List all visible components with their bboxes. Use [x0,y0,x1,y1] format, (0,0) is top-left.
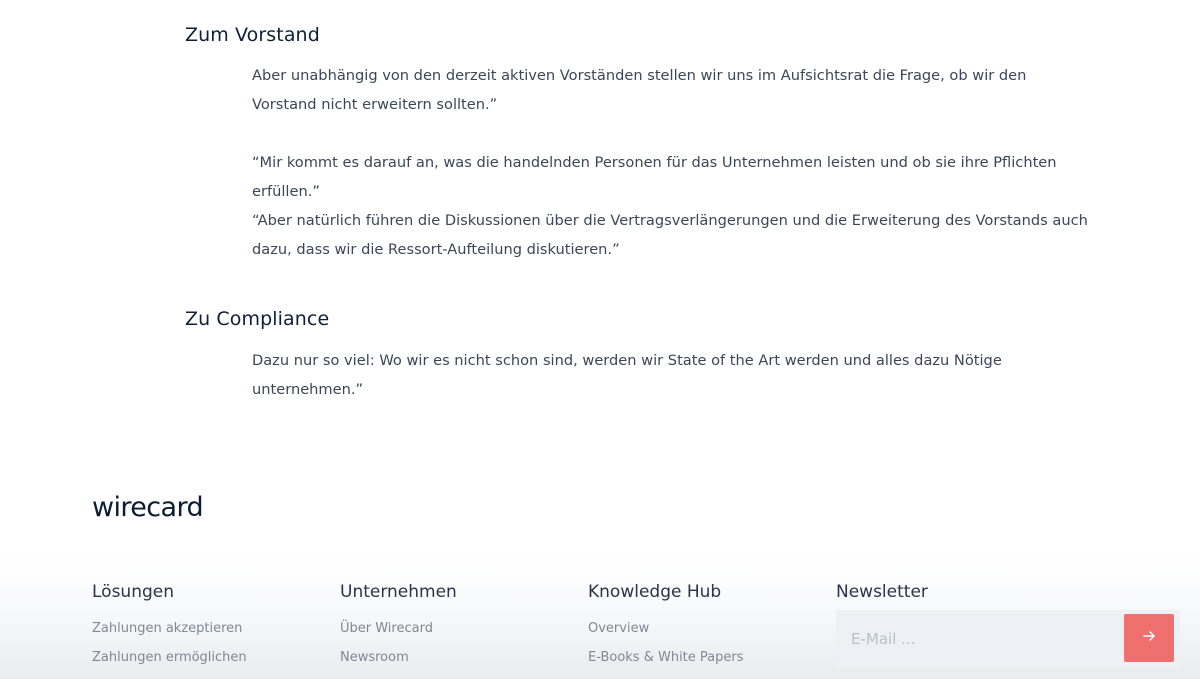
paragraph: Aber unabhängig von den derzeit aktiven Vorständen stellen wir uns im Aufsichtsrat die Frage, ob wir den Vorstand nicht erweitern sollten.” [252,67,1027,113]
footer-link[interactable]: Overview [588,621,650,636]
footer-column-title: Unternehmen [340,582,457,602]
footer-column-title: Knowledge Hub [588,582,722,602]
newsletter-title: Newsletter [836,582,928,602]
newsletter-email-input[interactable] [836,610,1120,667]
paragraph: “Mir kommt es darauf an, was die handelnden Personen für das Unternehmen leisten und ob sie ihre Pflichten erfüllen.” [252,154,1057,200]
newsletter-form [836,610,1180,667]
section-heading-compliance: Zu Compliance [185,308,330,330]
arrow-right-icon [1141,628,1157,649]
footer-column-knowledge-hub [588,582,818,672]
footer-column-unternehmen [340,582,570,672]
footer-link[interactable]: Zahlungen akzeptieren [92,621,243,636]
newsletter-submit-button[interactable] [1124,614,1174,662]
footer-link[interactable]: Newsroom [340,650,409,665]
paragraph: “Aber natürlich führen die Diskussionen über die Vertragsverlängerungen und die Erweiterung des Vorstands auch dazu, dass wir die Ressort-Aufteilung diskutieren.” [252,212,1088,258]
section-heading-vorstand: Zum Vorstand [185,24,320,46]
footer-link[interactable]: Über Wirecard [340,621,433,636]
footer-link[interactable]: E-Books & White Papers [588,650,744,665]
footer-column-title: Lösungen [92,582,175,602]
paragraph: Dazu nur so viel: Wo wir es nicht schon sind, werden wir State of the Art werden und alles dazu Nötige unternehmen.” [252,352,1002,398]
wirecard-logo[interactable]: wirecard [92,492,204,523]
site-footer [0,470,1200,679]
footer-column-loesungen [92,582,322,672]
footer-link[interactable]: Zahlungen ermöglichen [92,650,247,665]
